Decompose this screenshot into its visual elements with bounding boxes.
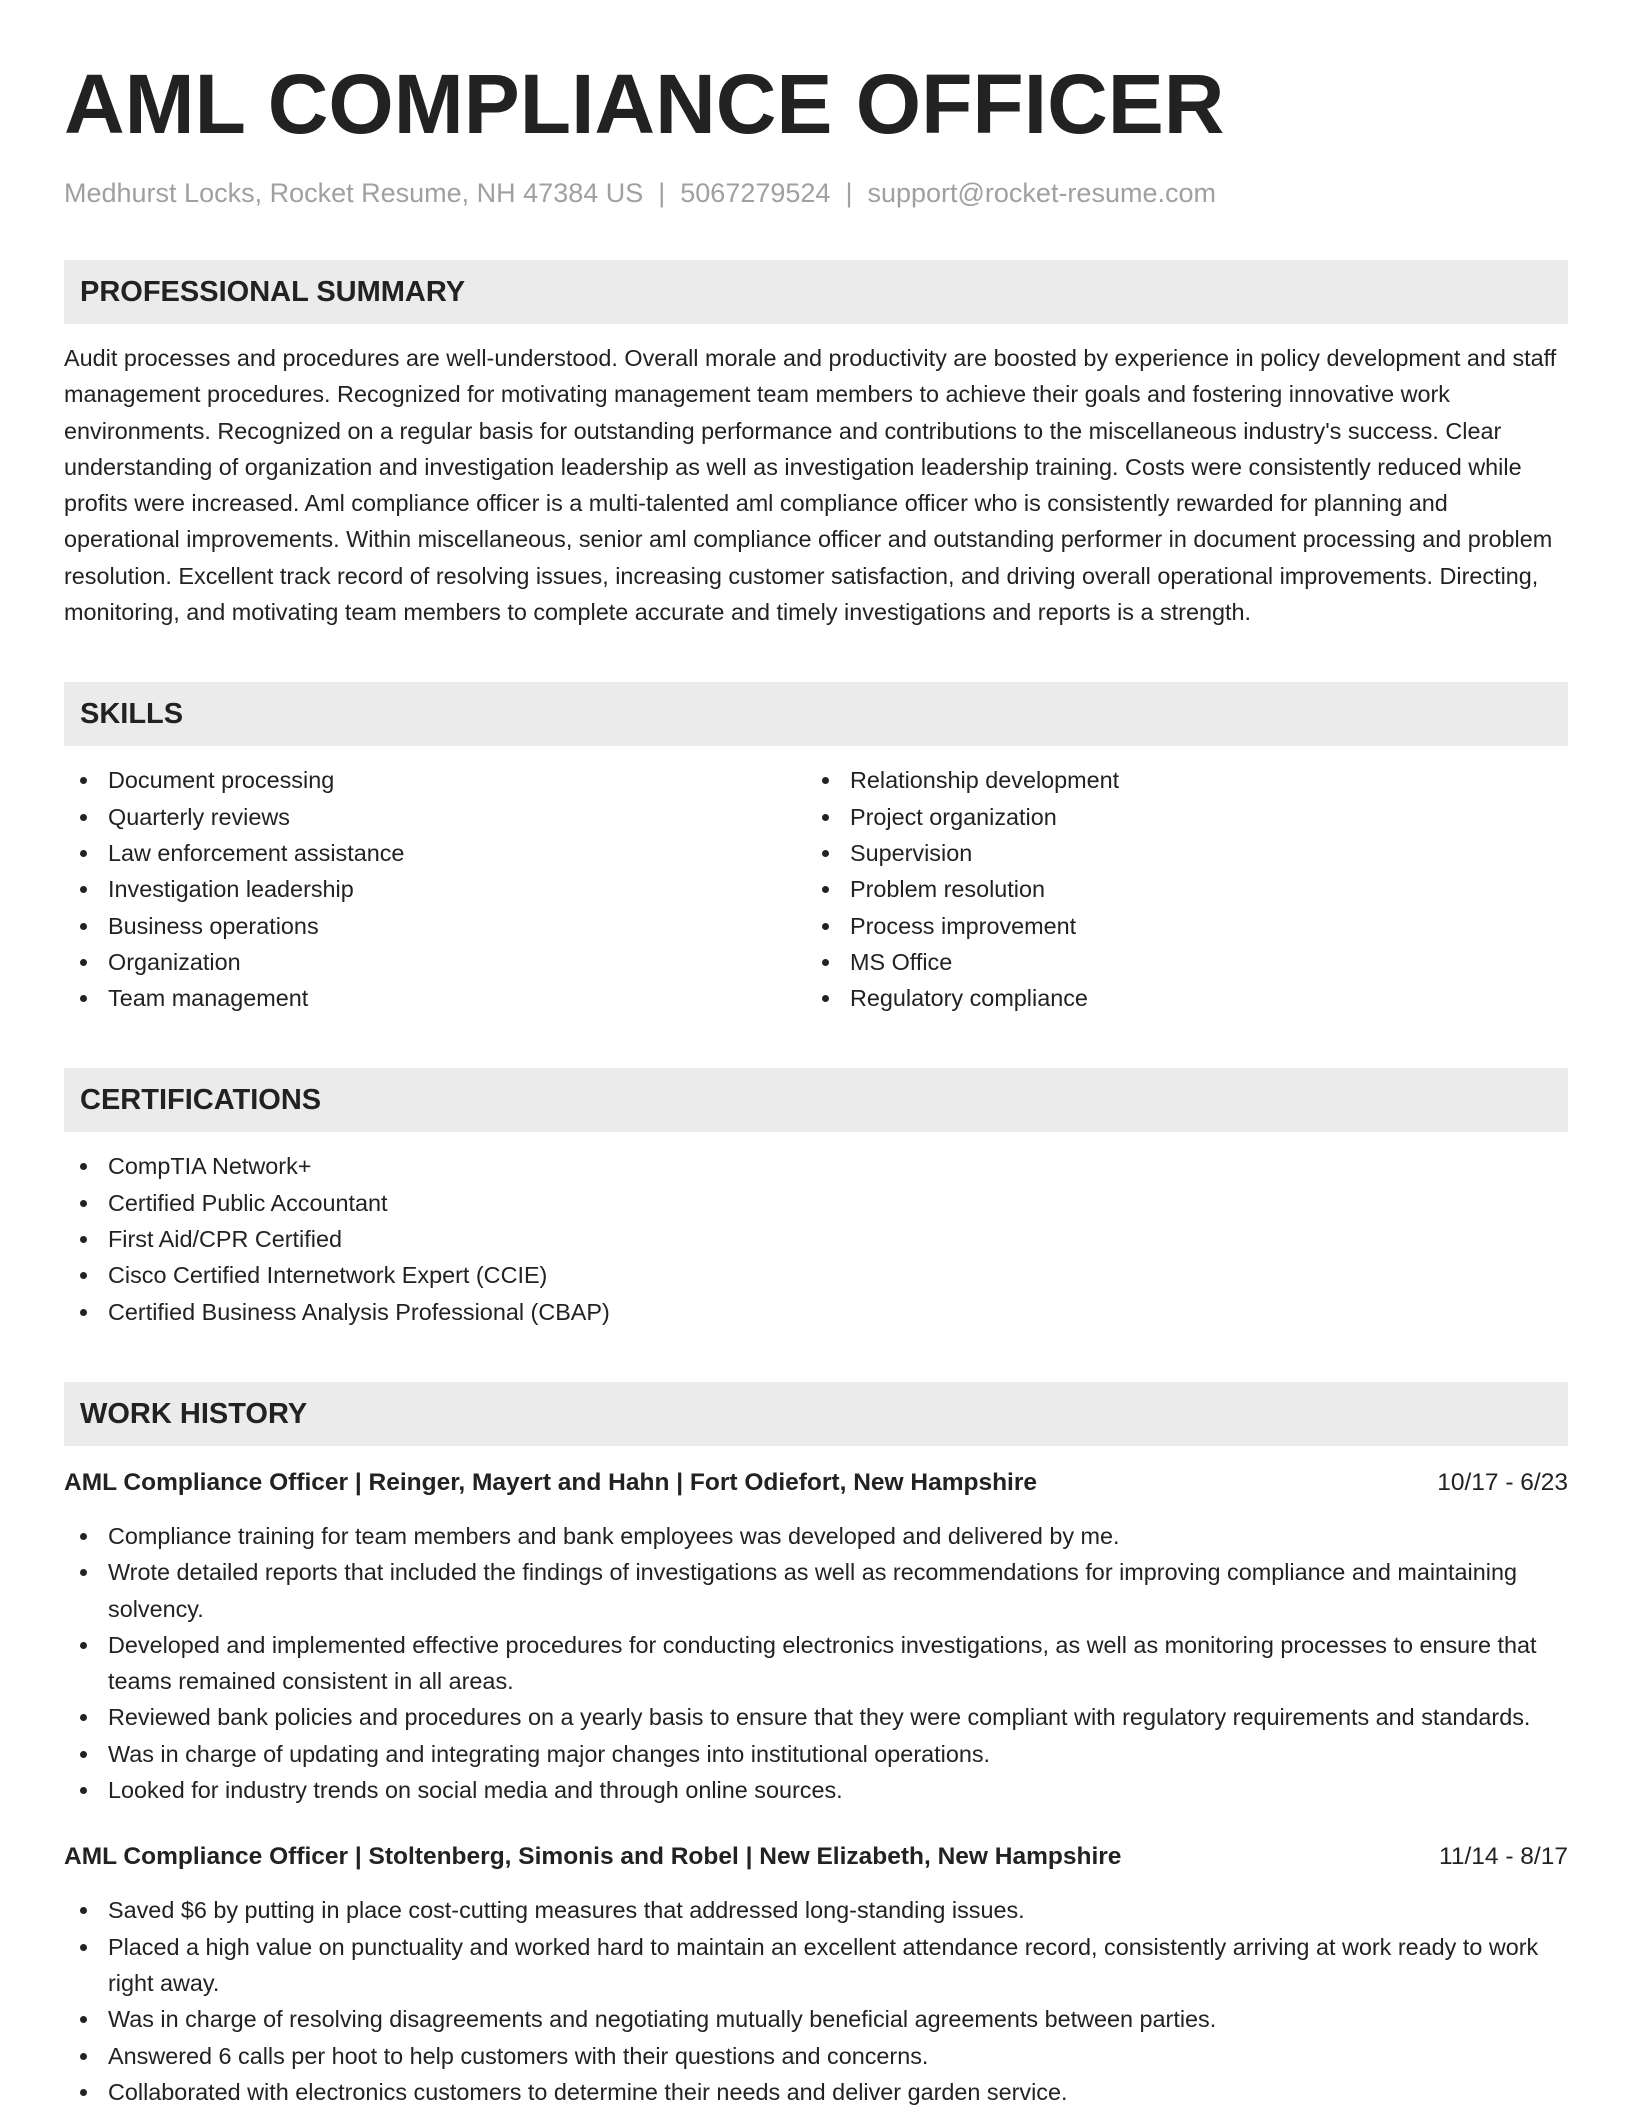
resume-name: AML COMPLIANCE OFFICER [64, 57, 1225, 151]
section-header-certifications: CERTIFICATIONS [64, 1068, 1568, 1132]
skill-item: Organization [64, 944, 806, 980]
contact-address: Medhurst Locks, Rocket Resume, NH 47384 US [64, 178, 644, 208]
section-header-summary: PROFESSIONAL SUMMARY [64, 260, 1568, 324]
job-entry [64, 1840, 1568, 2110]
skills-columns [64, 762, 1568, 1016]
certifications-list [64, 1148, 1568, 1329]
contact-separator: | [658, 178, 666, 208]
job-bullet: Wrote detailed reports that included the findings of investigations as well as recommendations for improving compliance and maintaining solvency. [64, 1554, 1568, 1627]
contact-separator: | [845, 178, 853, 208]
skill-item: Team management [64, 980, 806, 1016]
skill-item: Process improvement [806, 908, 1548, 944]
skill-item: MS Office [806, 944, 1548, 980]
skill-item: Problem resolution [806, 871, 1548, 907]
job-bullet: Reviewed bank policies and procedures on a yearly basis to ensure that they were compliant with regulatory requirements and standards. [64, 1699, 1568, 1735]
certification-item: Cisco Certified Internetwork Expert (CCIE) [64, 1257, 1568, 1293]
job-title: AML Compliance Officer | Stoltenberg, Simonis and Robel | New Elizabeth, New Hampshire [64, 1843, 1122, 1871]
job-bullet: Compliance training for team members and bank employees was developed and delivered by me. [64, 1518, 1568, 1554]
job-dates: 11/14 - 8/17 [1439, 1843, 1568, 1871]
certification-item: First Aid/CPR Certified [64, 1221, 1568, 1257]
job-bullet: Answered 6 calls per hoot to help customers with their questions and concerns. [64, 2038, 1568, 2074]
skills-list-left [64, 762, 806, 1016]
skill-item: Law enforcement assistance [64, 835, 806, 871]
contact-phone: 5067279524 [680, 178, 831, 208]
skill-item: Quarterly reviews [64, 799, 806, 835]
job-bullet: Was in charge of updating and integrating major changes into institutional operations. [64, 1736, 1568, 1772]
summary-text: Audit processes and procedures are well-understood. Overall morale and productivity are boosted by experience in policy development and staff management procedures. Recognized for motivating management team members to achieve their goals and fostering innovative work environments. Recognized on a regular basis for outstanding performance and contributions to the miscellaneous industry's success. Clear understanding of organization and investigation leadership as well as investigation leadership training. Costs were consistently reduced while profits were increased. Aml compliance officer is a multi-talented aml compliance officer who is consistently rewarded for planning and operational improvements. Within miscellaneous, senior aml compliance officer and outstanding performer in document processing and problem resolution. Excellent track record of resolving issues, increasing customer satisfaction, and driving overall operational improvements. Directing, monitoring, and motivating team members to complete accurate and timely investigations and reports is a strength. [64, 345, 1557, 626]
skills-list-right [806, 762, 1548, 1016]
skill-item: Regulatory compliance [806, 980, 1548, 1016]
job-bullet: Collaborated with electronics customers to determine their needs and deliver garden service. [64, 2074, 1568, 2110]
skill-item: Supervision [806, 835, 1548, 871]
certification-item: Certified Public Accountant [64, 1185, 1568, 1221]
contact-line [64, 176, 1568, 210]
skill-item: Investigation leadership [64, 871, 806, 907]
skill-item: Project organization [806, 799, 1548, 835]
job-header [64, 1466, 1568, 1500]
job-entry [64, 1466, 1568, 1808]
job-dates: 10/17 - 6/23 [1437, 1468, 1568, 1496]
job-bullet-list [64, 1518, 1568, 1808]
job-bullet: Looked for industry trends on social media and through online sources. [64, 1772, 1568, 1808]
skill-item: Relationship development [806, 762, 1548, 798]
certification-item: Certified Business Analysis Professional (CBAP) [64, 1294, 1568, 1330]
certification-item: CompTIA Network+ [64, 1148, 1568, 1184]
section-header-work-history: WORK HISTORY [64, 1382, 1568, 1446]
job-bullet: Saved $6 by putting in place cost-cutting measures that addressed long-standing issues. [64, 1892, 1568, 1928]
job-bullet: Placed a high value on punctuality and worked hard to maintain an excellent attendance record, consistently arriving at work ready to work right away. [64, 1929, 1568, 2002]
section-header-skills: SKILLS [64, 682, 1568, 746]
job-bullet: Developed and implemented effective procedures for conducting electronics investigations, as well as monitoring processes to ensure that teams remained consistent in all areas. [64, 1627, 1568, 1700]
skill-item: Business operations [64, 908, 806, 944]
job-title: AML Compliance Officer | Reinger, Mayert and Hahn | Fort Odiefort, New Hampshire [64, 1468, 1038, 1496]
contact-email: support@rocket-resume.com [867, 178, 1216, 208]
job-header [64, 1840, 1568, 1874]
job-bullet: Was in charge of resolving disagreements and negotiating mutually beneficial agreements between parties. [64, 2001, 1568, 2037]
skill-item: Document processing [64, 762, 806, 798]
job-bullet-list [64, 1892, 1568, 2110]
